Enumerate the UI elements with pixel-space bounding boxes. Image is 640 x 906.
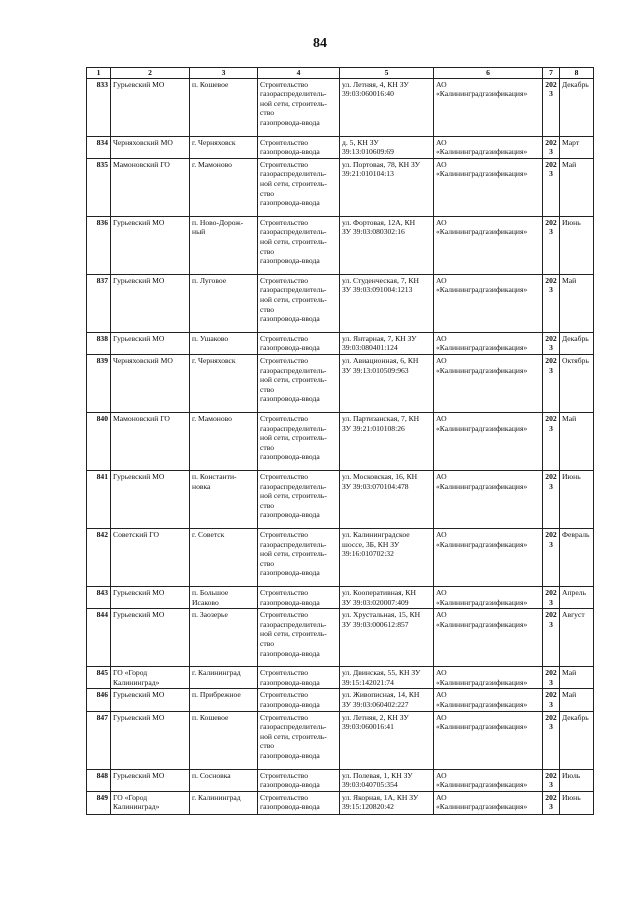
column-header-6: 6 [434,68,543,79]
row-number: 838 [87,332,111,354]
month-cell: Июнь [560,216,594,274]
work-type-cell: Строительство газораспределитель- ной сети, строитель- ство газопровода-ввода [258,158,340,216]
year-cell: 2023 [543,528,560,586]
organization-cell: АО «Калининградгазификация» [434,158,543,216]
settlement-cell: п. Сосновка [190,769,258,791]
settlement-cell: г. Калининград [190,791,258,814]
district-cell: Мамоновский ГО [111,412,190,470]
organization-cell: АО «Калининградгазификация» [434,711,543,769]
district-cell: Гурьевский МО [111,274,190,332]
organization-cell: АО «Калининградгазификация» [434,216,543,274]
month-cell: Апрель [560,586,594,608]
row-number: 843 [87,586,111,608]
organization-cell: АО «Калининградгазификация» [434,791,543,814]
year-cell: 2023 [543,586,560,608]
row-number: 844 [87,609,111,667]
month-cell: Февраль [560,528,594,586]
district-cell: Гурьевский МО [111,470,190,528]
year-cell: 2023 [543,158,560,216]
table-row [87,689,594,711]
month-cell: Июнь [560,470,594,528]
column-header-4: 4 [258,68,340,79]
settlement-cell: п. Ушаково [190,332,258,354]
work-type-cell: Строительство газораспределитель- ной сети, строитель- ство газопровода-ввода [258,470,340,528]
organization-cell: АО «Калининградгазификация» [434,136,543,158]
year-cell: 2023 [543,274,560,332]
settlement-cell: г. Черняховск [190,354,258,412]
work-type-cell: Строительство газораспределитель- ной сети, строитель- ство газопровода-ввода [258,216,340,274]
row-number: 836 [87,216,111,274]
month-cell: Август [560,609,594,667]
work-type-cell: Строительство газопровода-ввода [258,667,340,689]
organization-cell: АО «Калининградгазификация» [434,689,543,711]
month-cell: Март [560,136,594,158]
table-row [87,216,594,274]
address-cell: ул. Хрустальная, 15, КН ЗУ 39:03:000612:857 [340,609,434,667]
row-number: 842 [87,528,111,586]
settlement-cell: п. Луговое [190,274,258,332]
district-cell: Черняховский МО [111,136,190,158]
address-cell: ул. Двинская, 55, КН ЗУ 39:15:142021:74 [340,667,434,689]
table-row [87,791,594,814]
address-cell: ул. Московская, 16, КН ЗУ 39:03:070104:478 [340,470,434,528]
year-cell: 2023 [543,78,560,136]
year-cell: 2023 [543,791,560,814]
month-cell: Декабрь [560,711,594,769]
work-type-cell: Строительство газопровода-ввода [258,689,340,711]
address-cell: ул. Студенческая, 7, КН ЗУ 39:03:091004:1213 [340,274,434,332]
table-row [87,136,594,158]
district-cell: Гурьевский МО [111,711,190,769]
month-cell: Май [560,667,594,689]
row-number: 833 [87,78,111,136]
district-cell: Гурьевский МО [111,609,190,667]
district-cell: Гурьевский МО [111,78,190,136]
organization-cell: АО «Калининградгазификация» [434,470,543,528]
address-cell: ул. Калининградское шоссе, 3Б, КН ЗУ 39:16:010702:32 [340,528,434,586]
settlement-cell: г. Мамоново [190,158,258,216]
organization-cell: АО «Калининградгазификация» [434,528,543,586]
district-cell: Гурьевский МО [111,769,190,791]
work-type-cell: Строительство газопровода-ввода [258,586,340,608]
settlement-cell: п. Заозерье [190,609,258,667]
year-cell: 2023 [543,609,560,667]
settlement-cell: г. Черняховск [190,136,258,158]
year-cell: 2023 [543,332,560,354]
settlement-cell: г. Калининград [190,667,258,689]
organization-cell: АО «Калининградгазификация» [434,78,543,136]
month-cell: Май [560,158,594,216]
column-header-2: 2 [111,68,190,79]
month-cell: Май [560,412,594,470]
work-type-cell: Строительство газораспределитель- ной сети, строитель- ство газопровода-ввода [258,528,340,586]
month-cell: Май [560,274,594,332]
table-row [87,528,594,586]
row-number: 834 [87,136,111,158]
work-type-cell: Строительство газопровода-ввода [258,791,340,814]
table-row [87,667,594,689]
row-number: 835 [87,158,111,216]
year-cell: 2023 [543,412,560,470]
register-table [86,67,594,815]
organization-cell: АО «Калининградгазификация» [434,769,543,791]
settlement-cell: п. Константи- новка [190,470,258,528]
address-cell: ул. Якорная, 1А, КН ЗУ 39:15:120820:42 [340,791,434,814]
district-cell: Гурьевский МО [111,332,190,354]
work-type-cell: Строительство газораспределитель- ной сети, строитель- ство газопровода-ввода [258,78,340,136]
organization-cell: АО «Калининградгазификация» [434,354,543,412]
work-type-cell: Строительство газораспределитель- ной сети, строитель- ство газопровода-ввода [258,412,340,470]
row-number: 837 [87,274,111,332]
work-type-cell: Строительство газопровода-ввода [258,136,340,158]
table-row [87,78,594,136]
month-cell: Декабрь [560,332,594,354]
address-cell: ул. Янтарная, 7, КН ЗУ 39:03:080401:124 [340,332,434,354]
month-cell: Май [560,689,594,711]
row-number: 848 [87,769,111,791]
year-cell: 2023 [543,470,560,528]
address-cell: ул. Летняя, 4, КН ЗУ 39:03:060016:40 [340,78,434,136]
year-cell: 2023 [543,689,560,711]
organization-cell: АО «Калининградгазификация» [434,586,543,608]
header-row [87,68,594,79]
district-cell: ГО «Город Калининград» [111,791,190,814]
settlement-cell: г. Мамоново [190,412,258,470]
row-number: 847 [87,711,111,769]
settlement-cell: г. Советск [190,528,258,586]
organization-cell: АО «Калининградгазификация» [434,609,543,667]
month-cell: Июль [560,769,594,791]
row-number: 846 [87,689,111,711]
table-row [87,274,594,332]
year-cell: 2023 [543,354,560,412]
year-cell: 2023 [543,711,560,769]
settlement-cell: п. Прибрежное [190,689,258,711]
organization-cell: АО «Калининградгазификация» [434,412,543,470]
address-cell: ул. Летняя, 2, КН ЗУ 39:03:060016:41 [340,711,434,769]
district-cell: Черняховский МО [111,354,190,412]
row-number: 845 [87,667,111,689]
address-cell: ул. Авиационная, 6, КН ЗУ 39:13:010509:963 [340,354,434,412]
organization-cell: АО «Калининградгазификация» [434,332,543,354]
address-cell: ул. Живописная, 14, КН ЗУ 39:03:060402:227 [340,689,434,711]
table-row [87,354,594,412]
work-type-cell: Строительство газопровода-ввода [258,769,340,791]
row-number: 839 [87,354,111,412]
settlement-cell: п. Ново-Дорож- ный [190,216,258,274]
district-cell: Гурьевский МО [111,689,190,711]
address-cell: ул. Партизанская, 7, КН ЗУ 39:21:010108:26 [340,412,434,470]
work-type-cell: Строительство газораспределитель- ной сети, строитель- ство газопровода-ввода [258,711,340,769]
settlement-cell: п. Кошевое [190,78,258,136]
table-row [87,412,594,470]
work-type-cell: Строительство газораспределитель- ной сети, строитель- ство газопровода-ввода [258,609,340,667]
table-row [87,769,594,791]
district-cell: Гурьевский МО [111,216,190,274]
month-cell: Декабрь [560,78,594,136]
year-cell: 2023 [543,216,560,274]
address-cell: ул. Кооперативная, КН ЗУ 39:03:020007:409 [340,586,434,608]
address-cell: д. 5, КН ЗУ 39:13:010609:69 [340,136,434,158]
column-header-7: 7 [543,68,560,79]
year-cell: 2023 [543,136,560,158]
column-header-1: 1 [87,68,111,79]
settlement-cell: п. Кошевое [190,711,258,769]
work-type-cell: Строительство газораспределитель- ной сети, строитель- ство газопровода-ввода [258,274,340,332]
year-cell: 2023 [543,667,560,689]
column-header-3: 3 [190,68,258,79]
work-type-cell: Строительство газопровода-ввода [258,332,340,354]
table-row [87,609,594,667]
table-row [87,586,594,608]
table-header [87,68,594,79]
table-row [87,332,594,354]
table-body [87,78,594,814]
row-number: 841 [87,470,111,528]
column-header-8: 8 [560,68,594,79]
work-type-cell: Строительство газораспределитель- ной сети, строитель- ство газопровода-ввода [258,354,340,412]
district-cell: ГО «Город Калининград» [111,667,190,689]
address-cell: ул. Портовая, 78, КН ЗУ 39:21:010104:13 [340,158,434,216]
settlement-cell: п. Большое Исаково [190,586,258,608]
month-cell: Июнь [560,791,594,814]
row-number: 849 [87,791,111,814]
month-cell: Октябрь [560,354,594,412]
address-cell: ул. Фортовая, 12А, КН ЗУ 39:03:080302:16 [340,216,434,274]
page-number: 84 [313,36,327,51]
table-row [87,470,594,528]
table-row [87,711,594,769]
column-header-5: 5 [340,68,434,79]
organization-cell: АО «Калининградгазификация» [434,274,543,332]
district-cell: Мамоновский ГО [111,158,190,216]
address-cell: ул. Полевая, 1, КН ЗУ 39:03:040705:354 [340,769,434,791]
table-row [87,158,594,216]
year-cell: 2023 [543,769,560,791]
row-number: 840 [87,412,111,470]
district-cell: Советский ГО [111,528,190,586]
district-cell: Гурьевский МО [111,586,190,608]
organization-cell: АО «Калининградгазификация» [434,667,543,689]
